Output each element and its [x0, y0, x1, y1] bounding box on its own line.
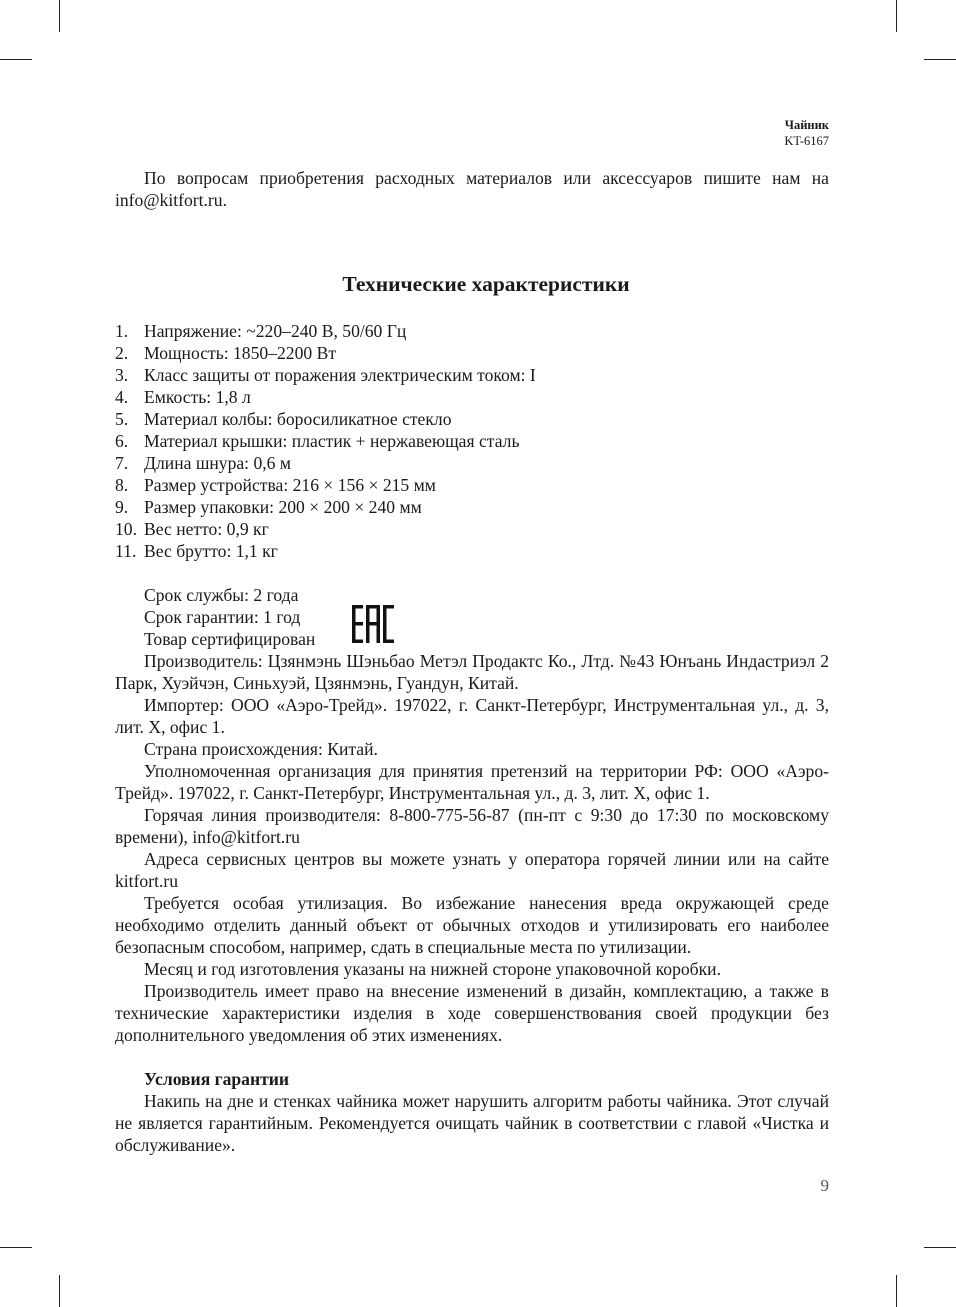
warranty-heading: Условия гарантии — [144, 1069, 290, 1089]
origin-text: Страна происхождения: Китай. — [144, 739, 378, 759]
hotline-text: Горячая линия производителя: 8-800-775-56-87 (пн-пт с 9:30 до 17:30 по московскому времени), info@kitfort.ru — [115, 805, 829, 847]
spec-text: Вес брутто: 1,1 кг — [144, 541, 278, 561]
crop-mark — [0, 1247, 32, 1248]
header-title: Чайник — [784, 118, 829, 132]
spec-item — [115, 342, 536, 364]
spec-text: Размер упаковки: 200 × 200 × 240 мм — [144, 497, 422, 517]
changes-text: Производитель имеет право на внесение изменений в дизайн, комплектацию, а также в технические характеристики изделия в ходе совершенствования своей продукции без дополнительного уведомления об этих изменениях. — [115, 981, 829, 1045]
spec-number: 11. — [115, 541, 137, 561]
eac-certification-logo — [352, 605, 394, 643]
crop-mark — [896, 1275, 897, 1307]
spec-text: Напряжение: ~220–240 В, 50/60 Гц — [144, 321, 407, 341]
specs-list — [115, 320, 536, 562]
certified-text: Товар сертифицирован — [144, 629, 316, 649]
spec-text: Материал колбы: боросиликатное стекло — [144, 409, 452, 429]
warranty-period: Срок гарантии: 1 год — [144, 607, 301, 627]
spec-text: Мощность: 1850–2200 Вт — [144, 343, 337, 363]
intro-block — [115, 167, 829, 211]
crop-mark — [59, 0, 60, 32]
header-model: KT-6167 — [784, 134, 829, 148]
spec-number: 2. — [115, 343, 129, 363]
crop-mark — [59, 1275, 60, 1307]
spec-number: 6. — [115, 431, 129, 451]
spec-number: 3. — [115, 365, 129, 385]
importer-text: Импортер: ООО «Аэро-Трейд». 197022, г. Санкт-Петербург, Инструментальная ул., д. 3, лит. Х, офис 1. — [115, 695, 829, 737]
page-number: 9 — [820, 1176, 829, 1195]
spec-item — [115, 518, 536, 540]
info-block — [115, 584, 829, 1156]
specs-heading: Технические характеристики — [342, 272, 630, 296]
warranty-text: Накипь на дне и стенках чайника может нарушить алгоритм работы чайника. Этот случай не является гарантийным. Рекомендуется очищать чайник в соответствии с главой «Чистка и обслуживание». — [115, 1091, 829, 1155]
spec-item — [115, 364, 536, 386]
spec-item — [115, 386, 536, 408]
spec-number: 5. — [115, 409, 129, 429]
spec-item — [115, 540, 536, 562]
spec-item — [115, 474, 536, 496]
running-header — [784, 117, 829, 149]
spec-text: Вес нетто: 0,9 кг — [144, 519, 269, 539]
spec-number: 1. — [115, 321, 129, 341]
production-date-text: Месяц и год изготовления указаны на нижней стороне упаковочной коробки. — [144, 959, 721, 979]
intro-paragraph: По вопросам приобретения расходных материалов или аксессуаров пишите нам на info@kitfort.ru. — [115, 168, 829, 210]
spec-number: 10. — [115, 519, 137, 539]
spec-item — [115, 320, 536, 342]
spec-number: 7. — [115, 453, 129, 473]
service-life: Срок службы: 2 года — [144, 585, 299, 605]
spec-text: Емкость: 1,8 л — [144, 387, 251, 407]
spec-number: 4. — [115, 387, 129, 407]
crop-mark — [0, 59, 32, 60]
spec-item — [115, 452, 536, 474]
spec-item — [115, 496, 536, 518]
spec-text: Материал крышки: пластик + нержавеющая сталь — [144, 431, 520, 451]
crop-mark — [924, 1247, 956, 1248]
authorized-org-text: Уполномоченная организация для принятия претензий на территории РФ: ООО «Аэро-Трейд». 197022, г. Санкт-Петербург, Инструментальная ул., д. 3, лит. Х, офис 1. — [115, 761, 829, 803]
spec-number: 8. — [115, 475, 129, 495]
crop-mark — [896, 0, 897, 32]
manufacturer-text: Производитель: Цзянмэнь Шэньбао Метэл Продактс Ко., Лтд. №43 Юнъань Индастриэл 2 Парк, Хуэйчэн, Синьхуэй, Цзянмэнь, Гуандун, Китай. — [115, 651, 829, 693]
spec-item — [115, 430, 536, 452]
spec-text: Класс защиты от поражения электрическим током: I — [144, 365, 536, 385]
spec-text: Размер устройства: 216 × 156 × 215 мм — [144, 475, 436, 495]
service-centers-text: Адреса сервисных центров вы можете узнать у оператора горячей линии или на сайте kitfort.ru — [115, 849, 829, 891]
spec-item — [115, 408, 536, 430]
spec-text: Длина шнура: 0,6 м — [144, 453, 291, 473]
crop-mark — [924, 59, 956, 60]
spec-number: 9. — [115, 497, 129, 517]
disposal-text: Требуется особая утилизация. Во избежание нанесения вреда окружающей среде необходимо отделить данный объект от обычных отходов и утилизировать его наиболее безопасным способом, например, сдать в специальные места по утилизации. — [115, 893, 829, 957]
